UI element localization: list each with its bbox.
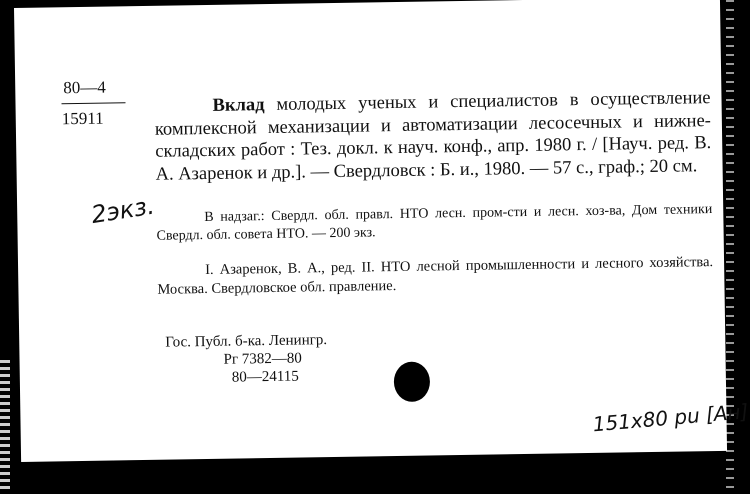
- call-number-block: [61, 76, 142, 130]
- left-edge-scan-artifact: [0, 360, 10, 490]
- library-card-number: 80—24115: [231, 368, 299, 386]
- series-note: [156, 201, 712, 246]
- tracings: [157, 253, 714, 299]
- library-name: Гос. Публ. б-ка. Ленингр.: [165, 332, 328, 351]
- catalog-card: [14, 0, 750, 462]
- title-first-word: Вклад: [212, 95, 265, 116]
- tracings-text: I. Азаренок, В. А., ред. II. НТО лесной промышленности и лесного хозяйства. Москва. Свердловское обл. правление.: [157, 254, 714, 298]
- bibliographic-description: [154, 87, 711, 186]
- divider-line: [62, 102, 126, 104]
- library-block: [165, 331, 328, 388]
- title-and-imprint: молодых ученых и специалистов в осуществление комплексной механизации и автоматизации лесосечных и нижне-складских работ : Тез. докл. к науч. конф., апр. 1980 г. / [Науч. ред. В. А. Азаренок и др.]. — Свердловск : Б. и., 1980. — 57 с., граф.; 20 см.: [154, 88, 712, 185]
- accession-number: 15911: [61, 108, 104, 129]
- punched-hole: [390, 359, 435, 404]
- library-register-number: Рг 7382—80: [223, 350, 302, 368]
- classification-code: 80—4: [63, 77, 106, 98]
- note-text: В надзаг.: Свердл. обл. правл. НТО лесн. пром-сти и лесн. хоз-ва, Дом техники Свердл. обл. совета НТО. — 200 экз.: [156, 202, 713, 244]
- handwritten-size-note: 151x80 pu [Ан]: [591, 399, 750, 437]
- handwritten-copies-note: 2экз.: [89, 191, 157, 230]
